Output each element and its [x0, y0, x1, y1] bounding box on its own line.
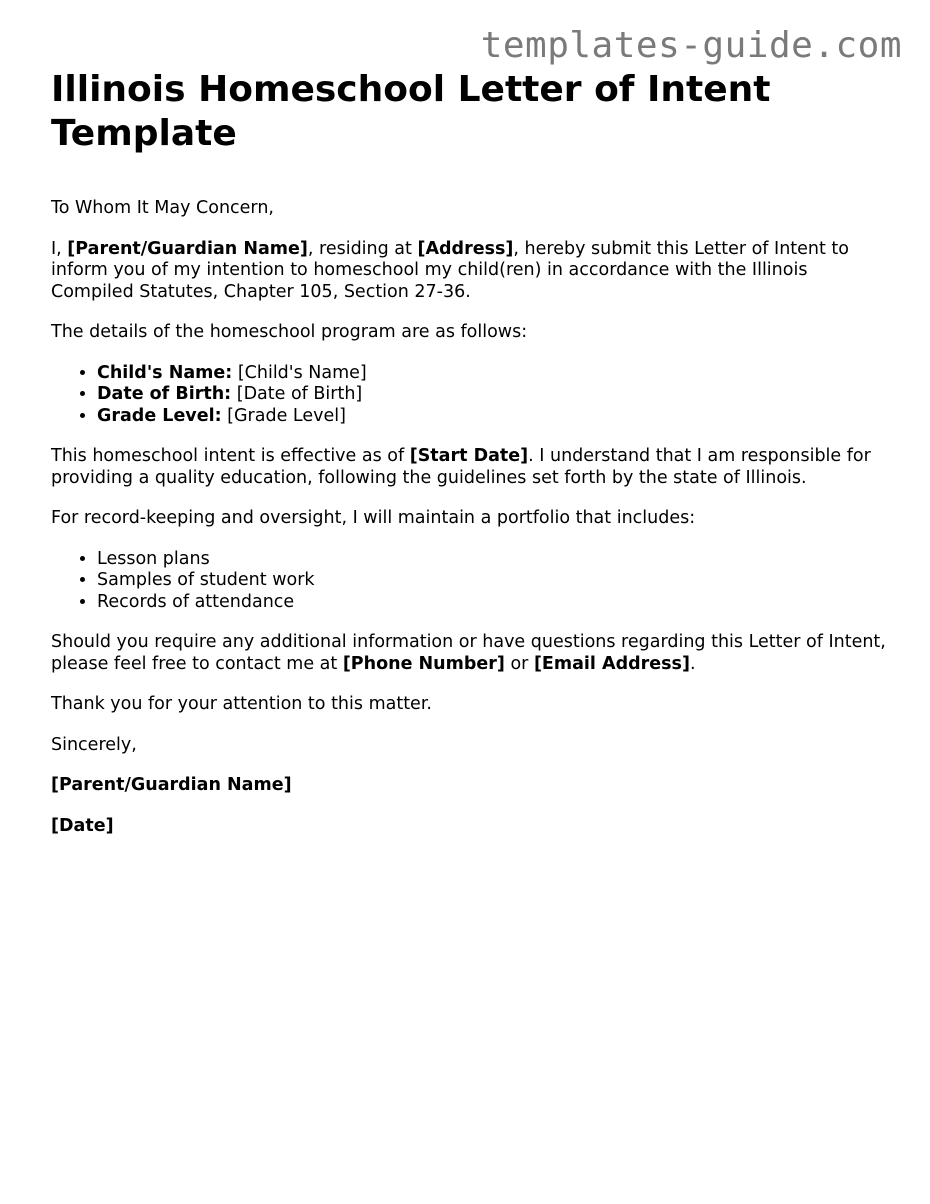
detail-label: Grade Level: — [97, 405, 222, 426]
list-item: • Records of attendance — [97, 592, 891, 614]
salutation: To Whom It May Concern, — [51, 198, 274, 218]
start-date-placeholder: [Start Date] — [409, 446, 529, 466]
list-item — [97, 384, 891, 406]
letter-document — [51, 68, 891, 856]
effective-paragraph — [51, 446, 891, 489]
contact-text-3: . — [689, 653, 696, 674]
email-placeholder: [Email Address] — [533, 653, 690, 674]
thanks-line: Thank you for your attention to this matter. — [51, 694, 432, 714]
intro-text-3: , hereby submit this Letter of Intent to inform you of my intention to homeschool my child(ren) in accordance with the Illinois Compiled Statutes, Chapter 105, Section 27-36. — [51, 238, 849, 302]
phone-placeholder: [Phone Number] — [342, 653, 505, 674]
portfolio-intro: For record-keeping and oversight, I will maintain a portfolio that includes: — [51, 508, 696, 528]
parent-name-placeholder: [Parent/Guardian Name] — [67, 238, 308, 259]
signature-name: [Parent/Guardian Name] — [51, 775, 292, 795]
intro-text-2: , residing at — [307, 238, 418, 259]
list-item — [97, 406, 891, 428]
contact-paragraph — [51, 632, 891, 675]
details-intro: The details of the homeschool program are as follows: — [51, 322, 528, 342]
closing-line: Sincerely, — [51, 734, 137, 755]
effective-text-2: . I understand that I am responsible for providing a quality education, following the guidelines set forth by the state of Illinois. — [51, 446, 871, 488]
details-list — [51, 363, 891, 428]
intro-text-1: I, — [51, 238, 68, 259]
effective-text-1: This homeschool intent is effective as of — [51, 446, 410, 466]
detail-value: [Date of Birth] — [231, 384, 363, 404]
detail-label: Date of Birth: — [97, 384, 232, 404]
portfolio-list — [51, 549, 891, 614]
detail-value: [Grade Level] — [221, 405, 346, 426]
detail-value: [Child's Name] — [232, 362, 367, 383]
intro-paragraph — [51, 239, 891, 304]
address-placeholder: [Address] — [417, 238, 514, 259]
detail-label: Child's Name: — [97, 362, 233, 383]
list-item: • Samples of student work — [97, 570, 891, 592]
site-watermark: templates-guide.com — [480, 25, 902, 66]
signature-date: [Date] — [51, 815, 114, 836]
contact-text-1: Should you require any additional information or have questions regarding this Letter of Intent, please feel free to contact me at — [51, 632, 886, 674]
list-item: • Lesson plans — [97, 549, 891, 571]
list-item — [97, 363, 891, 385]
contact-text-2: or — [504, 653, 534, 674]
document-title: Illinois Homeschool Letter of Intent Template — [51, 69, 771, 154]
